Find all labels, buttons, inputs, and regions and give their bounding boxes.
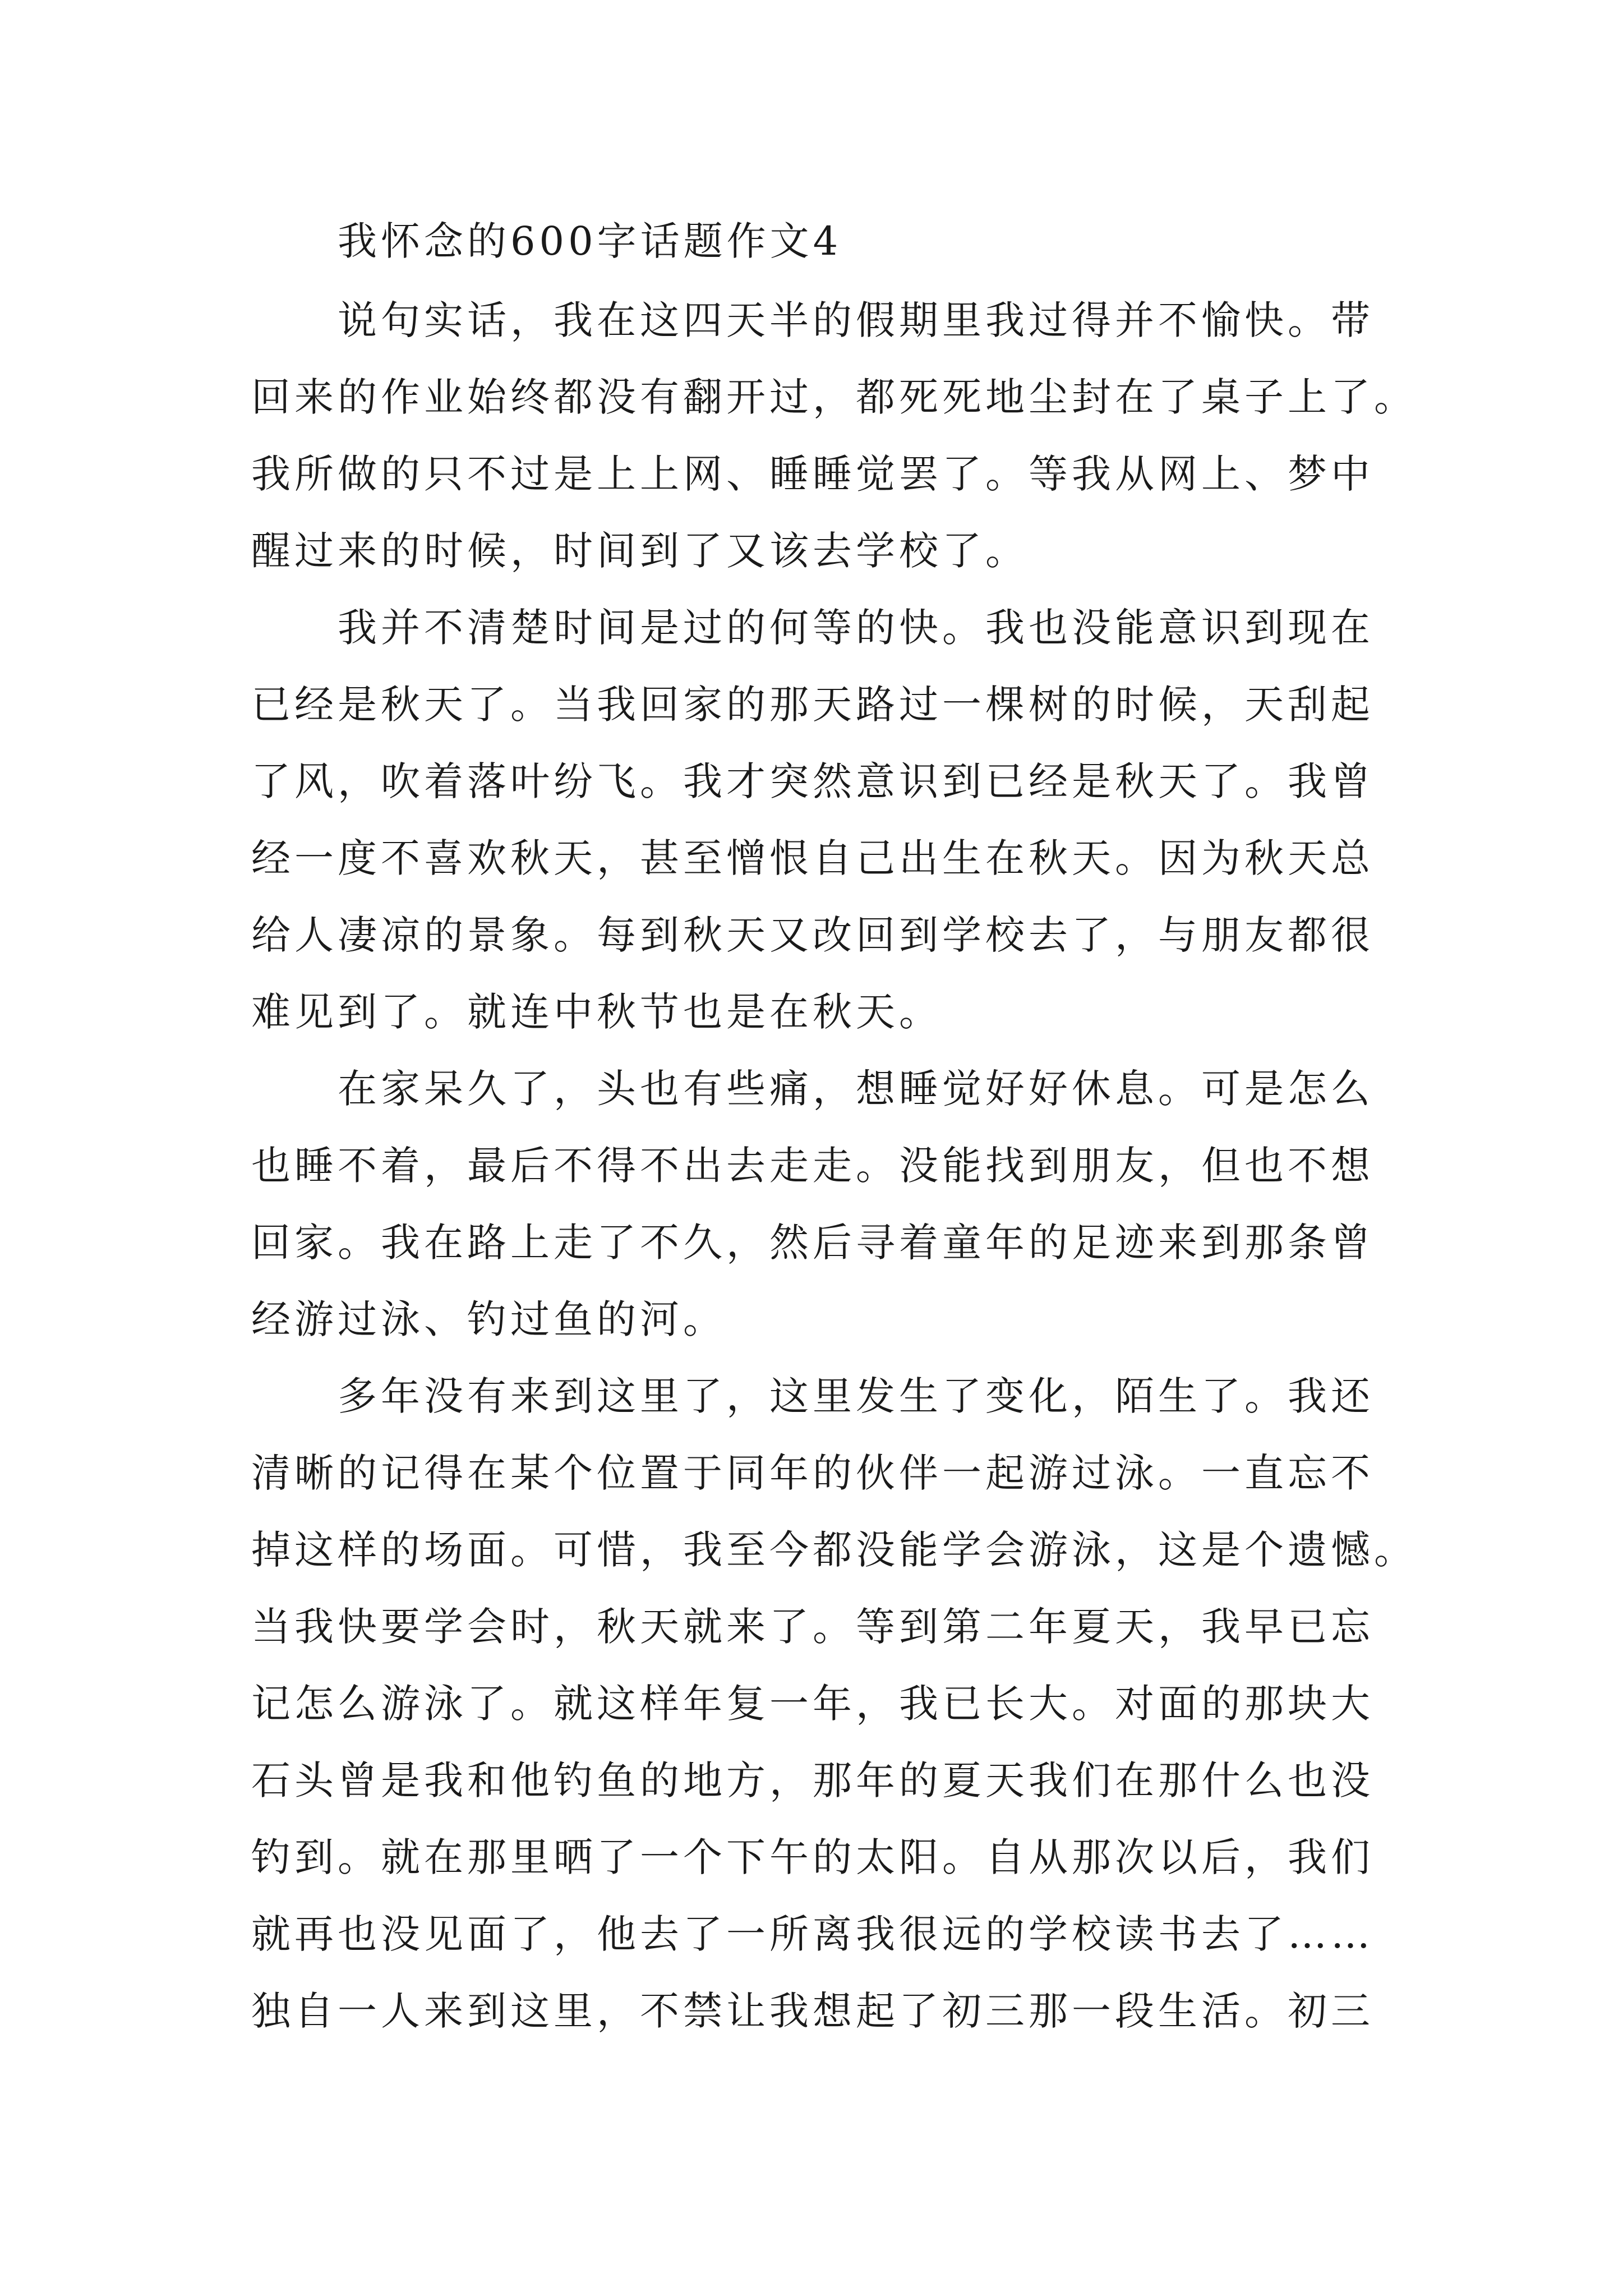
paragraph-2-line-6: 难见到了。就连中秋节也是在秋天。 — [251, 989, 942, 1035]
paragraph-1-line-1: 说句实话，我在这四天半的假期里我过得并不愉快。带 — [338, 297, 1374, 343]
paragraph-3-line-4: 经游过泳、钓过鱼的河。 — [251, 1296, 726, 1342]
paragraph-3-line-2: 也睡不着，最后不得不出去走走。没能找到朋友，但也不想 — [251, 1143, 1374, 1189]
paragraph-2-line-2: 已经是秋天了。当我回家的那天路过一棵树的时候，天刮起 — [251, 682, 1374, 728]
paragraph-4-line-6: 石头曾是我和他钓鱼的地方，那年的夏天我们在那什么也没 — [251, 1757, 1374, 1803]
paragraph-1-line-2: 回来的作业始终都没有翻开过，都死死地尘封在了桌子上了。 — [251, 374, 1417, 420]
paragraph-1-line-4: 醒过来的时候，时间到了又该去学校了。 — [251, 528, 1029, 574]
paragraph-2-line-5: 给人凄凉的景象。每到秋天又改回到学校去了，与朋友都很 — [251, 912, 1374, 958]
paragraph-4-line-9: 独自一人来到这里，不禁让我想起了初三那一段生活。初三 — [251, 1988, 1374, 2034]
paragraph-4-line-3: 掉这样的场面。可惜，我至今都没能学会游泳，这是个遗憾。 — [251, 1527, 1417, 1573]
paragraph-3-line-1: 在家呆久了，头也有些痛，想睡觉好好休息。可是怎么 — [338, 1066, 1374, 1112]
paragraph-4-line-2: 清晰的记得在某个位置于同年的伙伴一起游过泳。一直忘不 — [251, 1450, 1374, 1496]
document-title: 我怀念的600字话题作文4 — [338, 218, 842, 264]
paragraph-4-line-7: 钓到。就在那里晒了一个下午的太阳。自从那次以后，我们 — [251, 1834, 1374, 1880]
paragraph-2-line-1: 我并不清楚时间是过的何等的快。我也没能意识到现在 — [338, 605, 1374, 651]
paragraph-2-line-4: 经一度不喜欢秋天，甚至憎恨自己出生在秋天。因为秋天总 — [251, 835, 1374, 881]
paragraph-3-line-3: 回家。我在路上走了不久，然后寻着童年的足迹来到那条曾 — [251, 1220, 1374, 1266]
paragraph-4-line-5: 记怎么游泳了。就这样年复一年，我已长大。对面的那块大 — [251, 1681, 1374, 1727]
paragraph-2-line-3: 了风，吹着落叶纷飞。我才突然意识到已经是秋天了。我曾 — [251, 758, 1374, 804]
paragraph-4-line-1: 多年没有来到这里了，这里发生了变化，陌生了。我还 — [338, 1373, 1374, 1419]
paragraph-1-line-3: 我所做的只不过是上上网、睡睡觉罢了。等我从网上、梦中 — [251, 451, 1374, 497]
paragraph-4-line-4: 当我快要学会时，秋天就来了。等到第二年夏天，我早已忘 — [251, 1604, 1374, 1650]
paragraph-4-line-8: 就再也没见面了，他去了一所离我很远的学校读书去了…… — [251, 1911, 1374, 1957]
